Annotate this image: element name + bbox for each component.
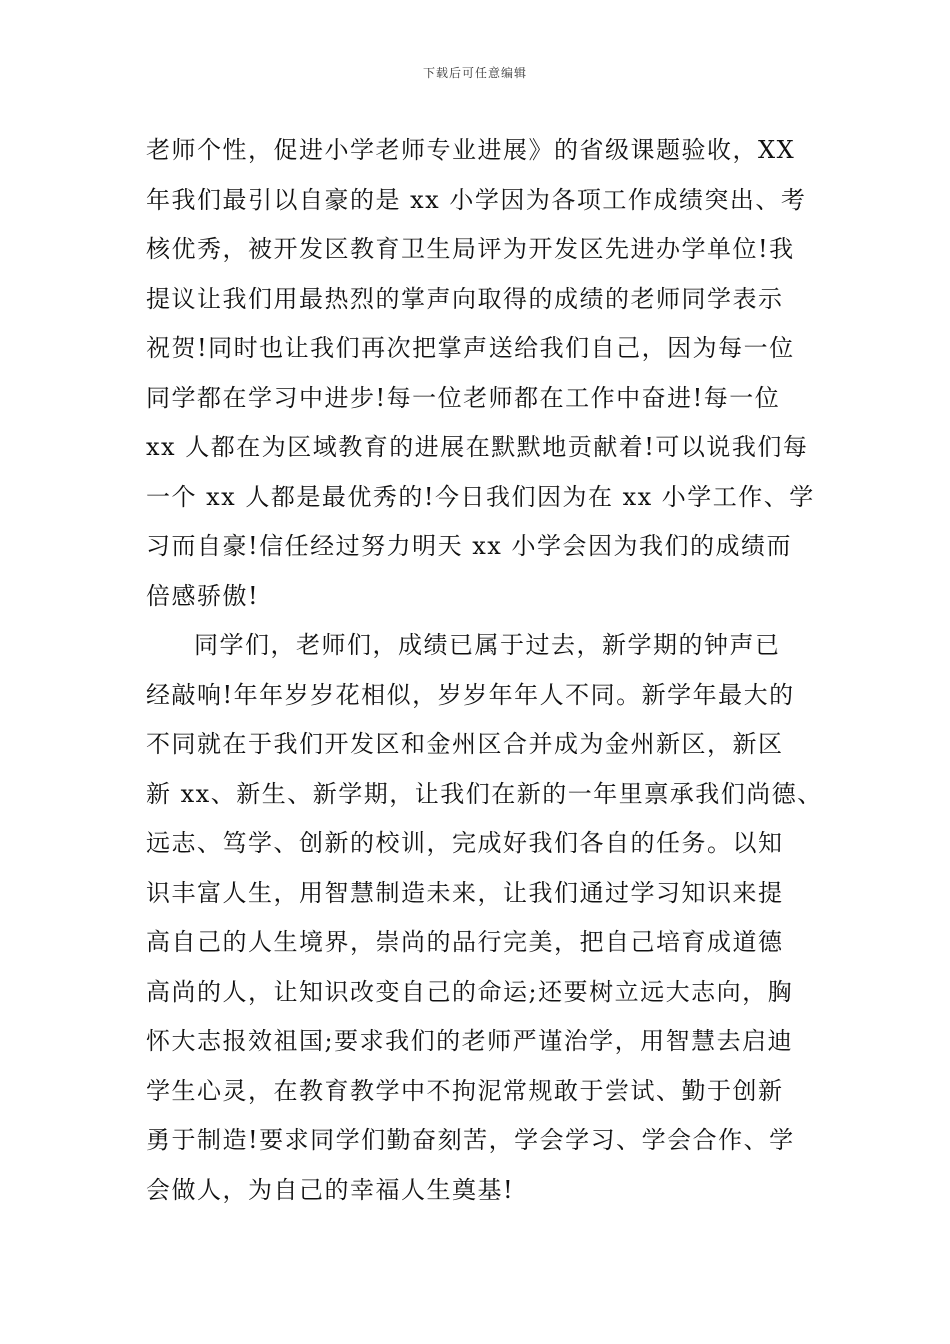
- text-line: 怀大志报效祖国;要求我们的老师严谨治学，用智慧去启迪: [146, 1027, 794, 1055]
- text-line: 老师个性，促进小学老师专业进展》的省级课题验收，XX: [146, 136, 796, 164]
- text-line: 高尚的人，让知识改变自己的命运;还要树立远大志向，胸: [146, 977, 794, 1006]
- paragraph-2: [146, 621, 836, 1215]
- text-line: 核优秀，被开发区教育卫生局评为开发区先进办学单位!我: [146, 235, 795, 263]
- page-header-note: 下载后可任意编辑: [422, 66, 527, 80]
- text-line: 经敲响!年年岁岁花相似，岁岁年年人不同。新学年最大的: [146, 680, 795, 709]
- text-line: xx 人都在为区域教育的进展在默默地贡献着!可以说我们每: [146, 433, 809, 461]
- text-line: 祝贺!同时也让我们再次把掌声送给我们自己，因为每一位: [146, 334, 795, 362]
- text-line: 高自己的人生境界，崇尚的品行完美，把自己培育成道德: [146, 928, 784, 956]
- document-body: [146, 126, 836, 1215]
- paragraph-1: [146, 126, 836, 621]
- text-line: 同学都在学习中进步!每一位老师都在工作中奋进!每一位: [146, 383, 781, 412]
- text-line: 倍感骄傲!: [146, 581, 260, 610]
- text-line: 不同就在于我们开发区和金州区合并成为金州新区，新区: [146, 730, 784, 758]
- text-line: 学生心灵，在教育教学中不拘泥常规敢于尝试、勤于创新: [146, 1076, 784, 1105]
- text-line: 新 xx、新生、新学期，让我们在新的一年里禀承我们尚德、: [146, 779, 823, 808]
- text-line: 提议让我们用最热烈的掌声向取得的成绩的老师同学表示: [146, 284, 784, 313]
- text-line: 远志、笃学、创新的校训，完成好我们各自的任务。以知: [146, 829, 784, 857]
- text-line: 习而自豪!信任经过努力明天 xx 小学会因为我们的成绩而: [146, 532, 792, 560]
- text-line: 识丰富人生，用智慧制造未来，让我们通过学习知识来提: [146, 878, 784, 907]
- text-line: 勇于制造!要求同学们勤奋刻苦，学会学习、学会合作、学: [146, 1126, 795, 1154]
- text-line: 同学们，老师们，成绩已属于过去，新学期的钟声已: [194, 631, 781, 659]
- text-line: 一个 xx 人都是最优秀的!今日我们因为在 xx 小学工作、学: [146, 482, 815, 511]
- text-line: 年我们最引以自豪的是 xx 小学因为各项工作成绩突出、考: [146, 185, 807, 214]
- text-line: 会做人，为自己的幸福人生奠基!: [146, 1175, 515, 1204]
